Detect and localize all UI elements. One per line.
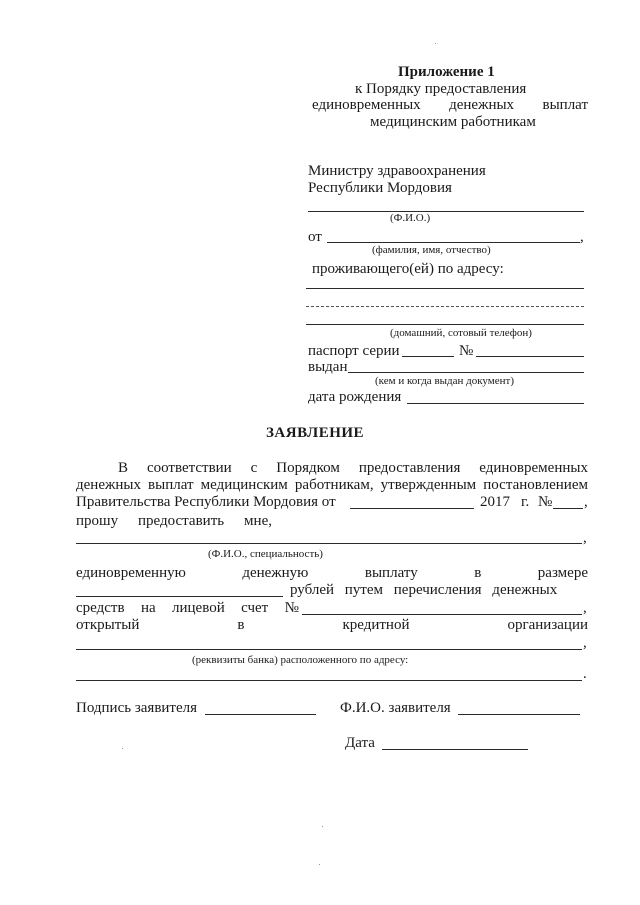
body-word: открытый — [76, 617, 140, 633]
fio-blank-line[interactable] — [308, 211, 584, 212]
scan-speck — [319, 864, 320, 865]
applicant-fio-label: Ф.И.О. заявителя — [340, 700, 451, 716]
appendix-word: единовременных — [312, 97, 421, 113]
issued-hint: (кем и когда выдан документ) — [375, 375, 514, 387]
body-word: № — [284, 600, 299, 616]
date-label: Дата — [345, 735, 375, 751]
passport-series-blank[interactable] — [402, 356, 454, 357]
appendix-line2 — [312, 97, 588, 114]
addressee-to: Министру здравоохранения — [308, 163, 486, 179]
birth-blank-line[interactable] — [407, 403, 584, 404]
decree-g: г. — [521, 494, 530, 510]
body-word: средств — [76, 600, 125, 616]
scan-speck — [122, 748, 123, 749]
bank-hint: (реквизиты банка) расположенного по адресу: — [192, 654, 409, 666]
address-line-2[interactable] — [306, 306, 584, 307]
appendix-word: денежных — [449, 97, 515, 113]
body-word: утвержденным — [380, 477, 477, 493]
body-line-4 — [76, 513, 272, 530]
body-word: предоставления — [358, 460, 461, 476]
body-word: выплату — [364, 565, 418, 581]
passport-series-label: паспорт серии — [308, 343, 400, 359]
issued-label: выдан — [308, 359, 348, 375]
bank-address-blank-line[interactable] — [76, 680, 582, 681]
statement-heading: ЗАЯВЛЕНИЕ — [266, 425, 365, 441]
fio-hint: (Ф.И.О.) — [390, 212, 431, 224]
bank-blank-line[interactable] — [76, 649, 582, 650]
appendix-word: выплат — [542, 97, 588, 113]
from-label: от — [308, 229, 322, 245]
fio-spec-hint: (Ф.И.О., специальность) — [208, 548, 323, 560]
body-word: размере — [537, 565, 588, 581]
addressee-republic: Республики Мордовия — [308, 180, 452, 196]
body-word: выплат — [148, 477, 194, 493]
body-word: Порядком — [276, 460, 340, 476]
account-comma: , — [583, 600, 587, 616]
appendix-title: Приложение 1 — [398, 64, 495, 80]
decree-year: 2017 — [480, 494, 510, 510]
decree-date-blank[interactable] — [350, 508, 474, 509]
body-word: организации — [507, 617, 588, 633]
body-word: мне, — [244, 513, 272, 529]
body-word: прошу — [76, 513, 119, 529]
living-label: проживающего(ей) по адресу: — [312, 261, 504, 277]
signature-label: Подпись заявителя — [76, 700, 198, 716]
applicant-comma: , — [583, 530, 587, 546]
body-line-1 — [118, 460, 588, 477]
body-word: денежную — [242, 565, 309, 581]
body-word: единовременную — [76, 565, 186, 581]
body-line-3-start: Правительства Республики Мордовия от — [76, 494, 336, 510]
bank-comma: , — [583, 635, 587, 651]
body-word: В — [118, 460, 129, 476]
body-word: на — [140, 600, 156, 616]
body-line-9 — [76, 617, 588, 634]
signature-blank-line[interactable] — [205, 714, 316, 715]
amount-blank-line[interactable] — [76, 596, 283, 597]
account-blank-line[interactable] — [302, 614, 582, 615]
appendix-line1: к Порядку предоставления — [355, 81, 527, 97]
decree-no: № — [538, 494, 553, 510]
body-word: в — [474, 565, 482, 581]
body-word: работникам, — [294, 477, 374, 493]
applicant-fio-blank-line[interactable] — [458, 714, 580, 715]
body-word: денежных — [76, 477, 141, 493]
appendix-line3: медицинским работникам — [370, 114, 536, 130]
body-word: в — [237, 617, 245, 633]
body-line-6 — [76, 565, 588, 582]
body-word: лицевой — [172, 600, 225, 616]
body-word: предоставить — [138, 513, 225, 529]
body-word: с — [250, 460, 258, 476]
body-line-8 — [76, 600, 299, 617]
body-word: единовременных — [479, 460, 588, 476]
decree-number-blank[interactable] — [553, 508, 583, 509]
applicant-blank-line[interactable] — [76, 543, 582, 544]
from-blank-line[interactable] — [327, 242, 580, 243]
scan-speck — [322, 826, 323, 827]
from-comma: , — [580, 229, 584, 245]
body-word: соответствии — [146, 460, 232, 476]
body-word: счет — [241, 600, 269, 616]
passport-number-label: № — [459, 343, 474, 359]
body-word: постановлением — [483, 477, 588, 493]
birth-label: дата рождения — [308, 389, 402, 405]
body-line-7: рублей путем перечисления денежных — [290, 582, 558, 598]
issued-blank-line[interactable] — [348, 372, 584, 373]
from-hint: (фамилия, имя, отчество) — [372, 244, 491, 256]
address-line-1[interactable] — [306, 288, 584, 289]
passport-number-blank[interactable] — [476, 356, 584, 357]
decree-comma: , — [584, 494, 588, 510]
body-word: медицинским — [200, 477, 288, 493]
phone-blank-line[interactable] — [306, 324, 584, 325]
body-word: кредитной — [342, 617, 410, 633]
bank-address-period: . — [583, 666, 587, 682]
date-blank-line[interactable] — [382, 749, 528, 750]
phone-hint: (домашний, сотовый телефон) — [390, 327, 532, 339]
body-line-2 — [76, 477, 588, 494]
scan-speck — [435, 43, 436, 44]
